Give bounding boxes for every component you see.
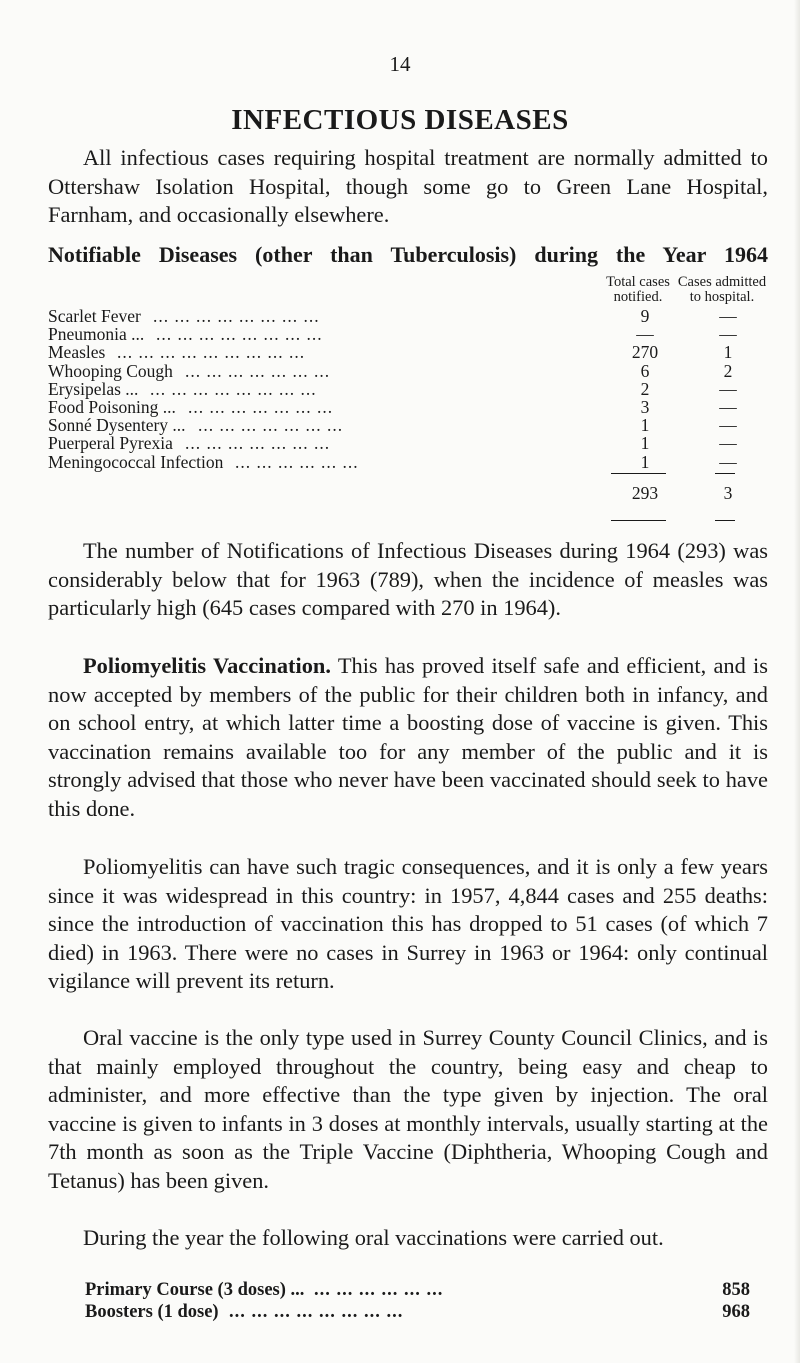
vaccination-count: 968 [722,1302,750,1322]
total-row [48,483,768,503]
polio-consequences-paragraph: Poliomyelitis can have such tragic consequences, and it is only a few years since it was widespread in this country: in 1957, 4,844 cases and 255 deaths: since the introduction of vaccination this has dropped to 51 cases (of which 7 died) in 1963. There were no cases in Surrey in 1963 or 1964: only continual vigilance will prevent its return. [48,854,768,994]
cases-admitted: — [719,415,737,436]
leader-dots: ... ... ... ... ... ... ... ... ... [117,342,306,363]
polio-body: This has proved itself safe and efficient, and is now accepted by members of the public for their children both in infancy, and on school entry, at which latter time a boosting dose of vaccine is given. This vaccination remains available too for any member of the public and it is strongly advised that those who never have been vaccinated should seek to have this done. [48,653,768,821]
vaccination-label: Primary Course (3 doses) ... [85,1280,305,1300]
col-head-notified-line2: notified. [613,289,663,305]
during-year-paragraph: During the year the following oral vaccinations were carried out. [83,1225,664,1250]
disease-name: Food Poisoning ... [48,397,176,417]
oral-vaccine-paragraph: Oral vaccine is the only type used in Surrey County Council Clinics, and is that mainly employed throughout the country, being easy and cheap to administer, and more effective than the type given by injection. The oral vaccine is given to infants in 3 doses at monthly intervals, usually starting at the 7th month as soon as the Triple Vaccine (Diphtheria, Whooping Cough and Tetanus) has been given. [48,1025,768,1193]
cases-notified: 9 [640,306,650,326]
table-row [48,342,768,362]
total-rule-bottom-admitted [715,520,735,521]
cases-notified: 1 [640,433,650,454]
polio-paragraph [48,652,768,824]
cases-notified: 1 [640,415,650,436]
vaccination-label: Boosters (1 dose) [85,1302,219,1322]
vaccination-row [85,1279,750,1301]
cases-admitted: — [719,324,737,345]
leader-dots: ... ... ... ... ... ... ... [198,415,344,436]
table-row [48,361,768,381]
leader-dots: ... ... ... ... ... ... ... ... [229,1302,404,1322]
page-number: 14 [389,52,411,76]
total-rule-top-notified [611,473,666,474]
leader-dots: ... ... ... ... ... ... ... [185,433,331,454]
polio-heading: Poliomyelitis Vaccination. [83,653,331,678]
disease-name: Scarlet Fever [48,306,141,326]
table-row [48,415,768,435]
cases-admitted: — [719,451,737,472]
cases-admitted: — [719,378,737,399]
leader-dots: ... ... ... ... ... ... [235,451,359,472]
leader-dots: ... ... ... ... ... ... ... ... [150,378,317,399]
cases-admitted: — [719,433,737,454]
vaccination-row [85,1301,750,1323]
disease-name: Sonné Dysentery ... [48,415,186,436]
leader-dots: ... ... ... ... ... ... ... ... [156,324,323,345]
cases-notified: 3 [640,397,650,417]
table-row [48,379,768,399]
col-head-admitted-line1: Cases admitted [677,274,767,290]
disease-name: Pneumonia ... [48,324,145,345]
leader-dots: ... ... ... ... ... ... ... ... [153,306,320,326]
disease-name: Measles [48,342,106,363]
col-head-notified [598,275,678,305]
cases-notified: 6 [640,360,650,381]
cases-notified: — [636,324,654,345]
notifications-paragraph: The number of Notifications of Infectious Diseases during 1964 (293) was considerably below that for 1963 (789), when the incidence of measles was particularly high (645 cases compared with 270 in 1964). [48,538,768,621]
scan-edge [794,0,800,1363]
disease-name: Whooping Cough [48,360,173,381]
total-admitted: 3 [723,483,733,503]
cases-admitted: 2 [723,360,733,381]
total-rule-bottom-notified [611,520,666,521]
col-head-notified-line1: Total cases [606,274,670,290]
cases-admitted: — [719,397,737,417]
table-row [48,452,768,472]
table-row [48,306,768,326]
table-row [48,397,768,417]
table-row [48,433,768,453]
disease-name: Erysipelas ... [48,378,139,399]
disease-name: Meningococcal Infection [48,451,224,472]
vaccination-count: 858 [722,1280,750,1300]
cases-notified: 1 [640,451,650,472]
total-notified: 293 [631,483,659,503]
disease-name: Puerperal Pyrexia [48,433,173,454]
intro-paragraph: All infectious cases requiring hospital treatment are normally admitted to Ottershaw Isolation Hospital, though some go to Green Lane Hospital, Farnham, and occasionally elsewhere. [48,145,768,228]
table-row [48,324,768,344]
col-head-admitted-line2: to hospital. [689,289,755,305]
table-heading: Notifiable Diseases (other than Tuberculosis) during the Year 1964 [48,242,768,267]
leader-dots: ... ... ... ... ... ... ... [188,397,334,417]
page-title: INFECTIOUS DISEASES [231,104,569,136]
leader-dots: ... ... ... ... ... ... [314,1280,444,1300]
leader-dots: ... ... ... ... ... ... ... [185,360,331,381]
cases-notified: 2 [640,378,650,399]
total-rule-top-admitted [715,473,735,474]
col-head-admitted [672,275,772,305]
cases-admitted: 1 [723,342,733,363]
cases-notified: 270 [631,342,659,363]
cases-admitted: — [719,306,737,326]
